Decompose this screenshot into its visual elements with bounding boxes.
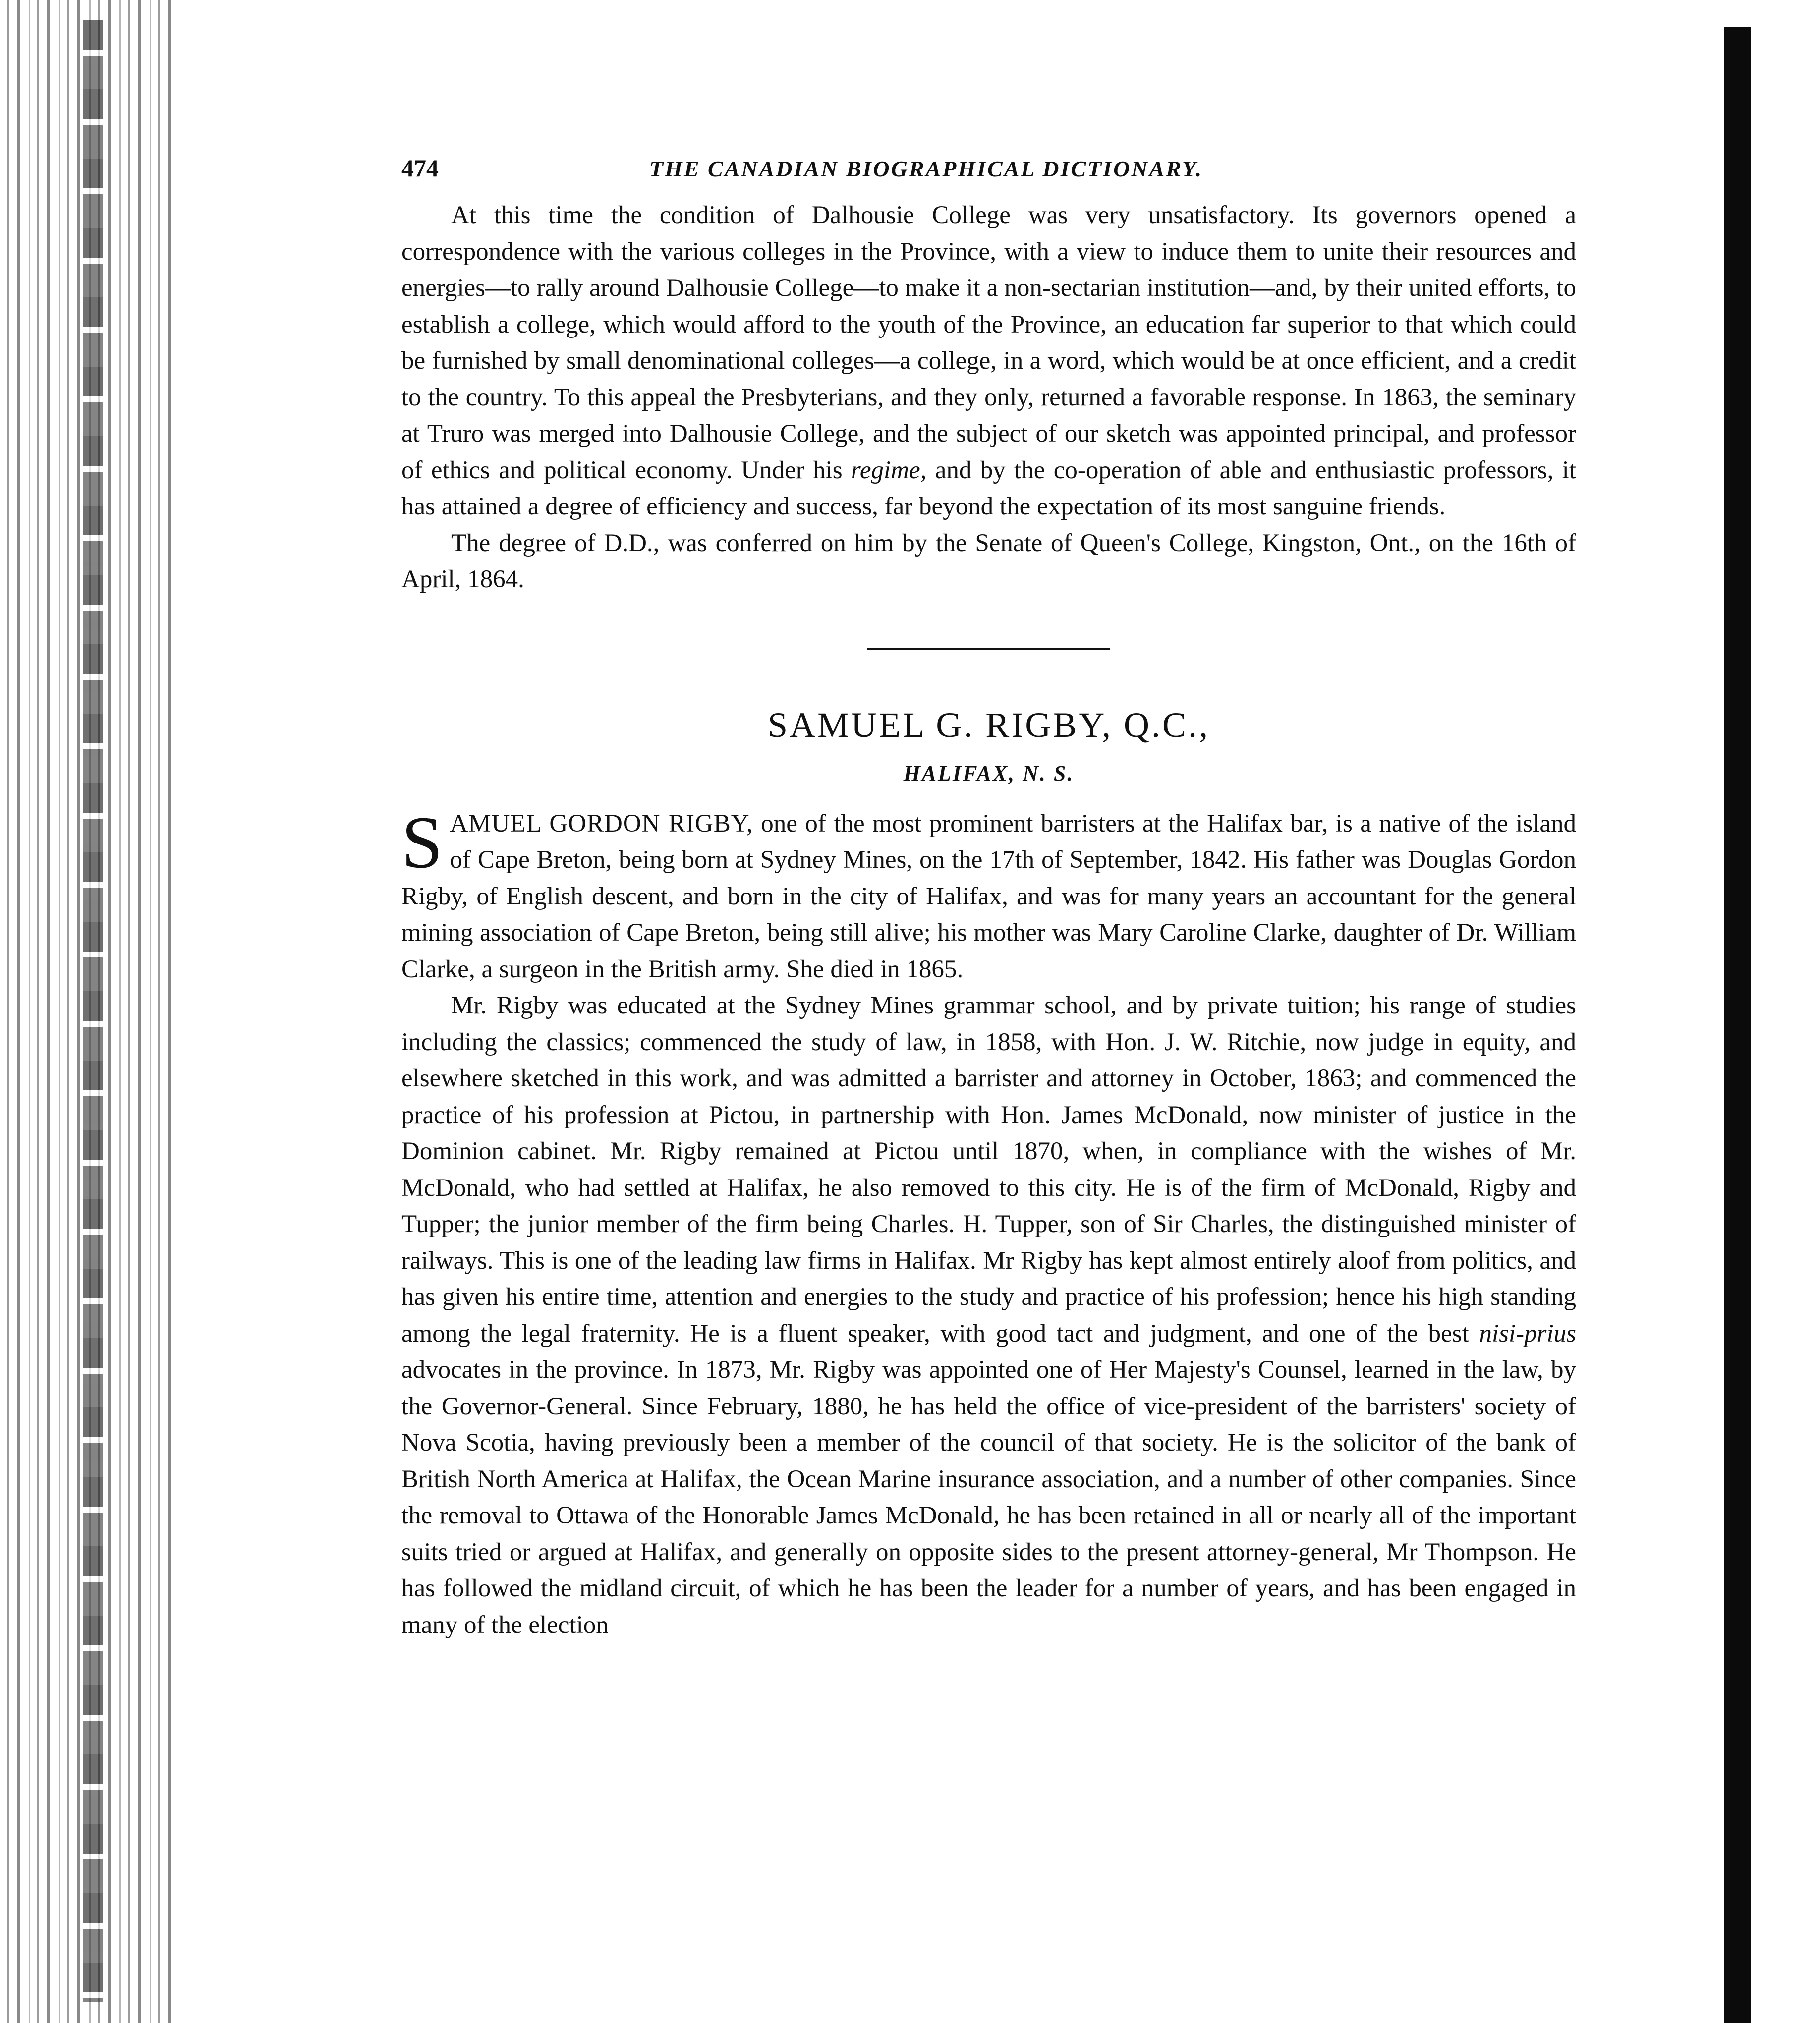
entry-paragraph-1-text: one of the most prominent barristers at the Halifax bar, is a native of the island of Cape Breton, being born at Sydney Mines, on the 17th of September, 1842. His father was Douglas Gordon Rigby, of English descent, and born in the city of Halifax, and was for many years an accountant for the general mining association of Cape Breton, being still alive; his mother was Mary Caroline Clarke, daughter of Dr. William Clarke, a surgeon in the British army. She died in 1865.	[401, 809, 1576, 983]
drop-cap: S	[401, 801, 443, 884]
previous-entry-text-end: and by the co-operation of able and enthusiastic professors, it has attained a degree of efficiency and success, far beyond the expectation of its most sanguine friends.	[401, 456, 1577, 520]
entry-paragraph-2-text: Mr. Rigby was educated at the Sydney Mines grammar school, and by private tuition; his range of studies including the classics; commenced the study of law, in 1858, with Hon. J. W. Ritchie, now judge in equity, and elsewhere sketched in this work, and was admitted a barrister and attorney in October, 1863; and commenced the practice of his profession at Pictou, in partnership with Hon. James McDonald, now minister of justice in the Dominion cabinet. Mr. Rigby remained at Pictou until 1870, when, in compliance with the wishes of Mr. McDonald, who had settled at Halifax, he also removed to this city. He is of the firm of McDonald, Rigby and Tupper; the junior member of the firm being Charles. H. Tupper, son of Sir Charles, the distinguished minister of railways. This is one of the leading law firms in Halifax. Mr Rigby has kept almost entirely aloof from politics, and has given his entire time, attention and energies to the study and practice of his profession; hence his high standing among the legal fraternity. He is a fluent speaker, with good tact and judgment, and one of the best	[401, 992, 1576, 1348]
previous-entry-paragraph-1	[401, 197, 1576, 525]
opening-caps: AMUEL GORDON RIGBY,	[450, 809, 753, 838]
entry-paragraph-2	[401, 988, 1576, 1643]
italic-term: nisi-prius	[1479, 1319, 1576, 1348]
scan-edge-right	[1724, 27, 1751, 2023]
previous-entry-text: At this time the condition of Dalhousie College was very unsatisfactory. Its governors opened a correspondence with the various colleges in the Province, with a view to induce them to unite their resources and energies—to rally around Dalhousie College—to make it a non-sectarian institution—and, by their united efforts, to establish a college, which would afford to the youth of the Province, an education far superior to that which could be furnished by small denominational colleges—a college, in a word, which would be at once efficient, and a credit to the country. To this appeal the Presbyterians, and they only, returned a favorable response. In 1863, the seminary at Truro was merged into Dalhousie College, and the subject of our sketch was appointed principal, and professor of ethics and political economy. Under his	[401, 201, 1576, 484]
entry-place: HALIFAX, N. S.	[903, 761, 1075, 786]
book-page	[401, 144, 1576, 1643]
scan-edge-binding	[83, 20, 103, 2002]
running-title: THE CANADIAN BIOGRAPHICAL DICTIONARY.	[649, 156, 1203, 181]
italic-term: regime,	[851, 456, 927, 484]
entry-paragraph-2-text-cont: advocates in the province. In 1873, Mr. Rigby was appointed one of Her Majesty's Counsel, learned in the law, by the Governor-General. Since February, 1880, he has held the office of vice-president of the barristers' society of Nova Scotia, having previously been a member of the council of that society. He is the solicitor of the bank of British North America at Halifax, the Ocean Marine insurance association, and a number of other companies. Since the removal to Ottawa of the Honorable James McDonald, he has been retained in all or nearly all of the important suits tried or argued at Halifax, and generally on opposite sides to the present attorney-general, Mr Thompson. He has followed the midland circuit, of which he has been the leader for a number of years, and has been engaged in many of the election	[401, 1356, 1576, 1639]
entry-paragraph-1	[401, 801, 1576, 988]
section-divider	[867, 648, 1110, 650]
page-number: 474	[401, 154, 439, 182]
entry-title: SAMUEL G. RIGBY, Q.C.,	[767, 705, 1210, 745]
previous-entry-paragraph-2: The degree of D.D., was conferred on him by the Senate of Queen's College, Kingston, Ont., on the 16th of April, 1864.	[401, 529, 1576, 593]
running-head	[401, 144, 1576, 183]
